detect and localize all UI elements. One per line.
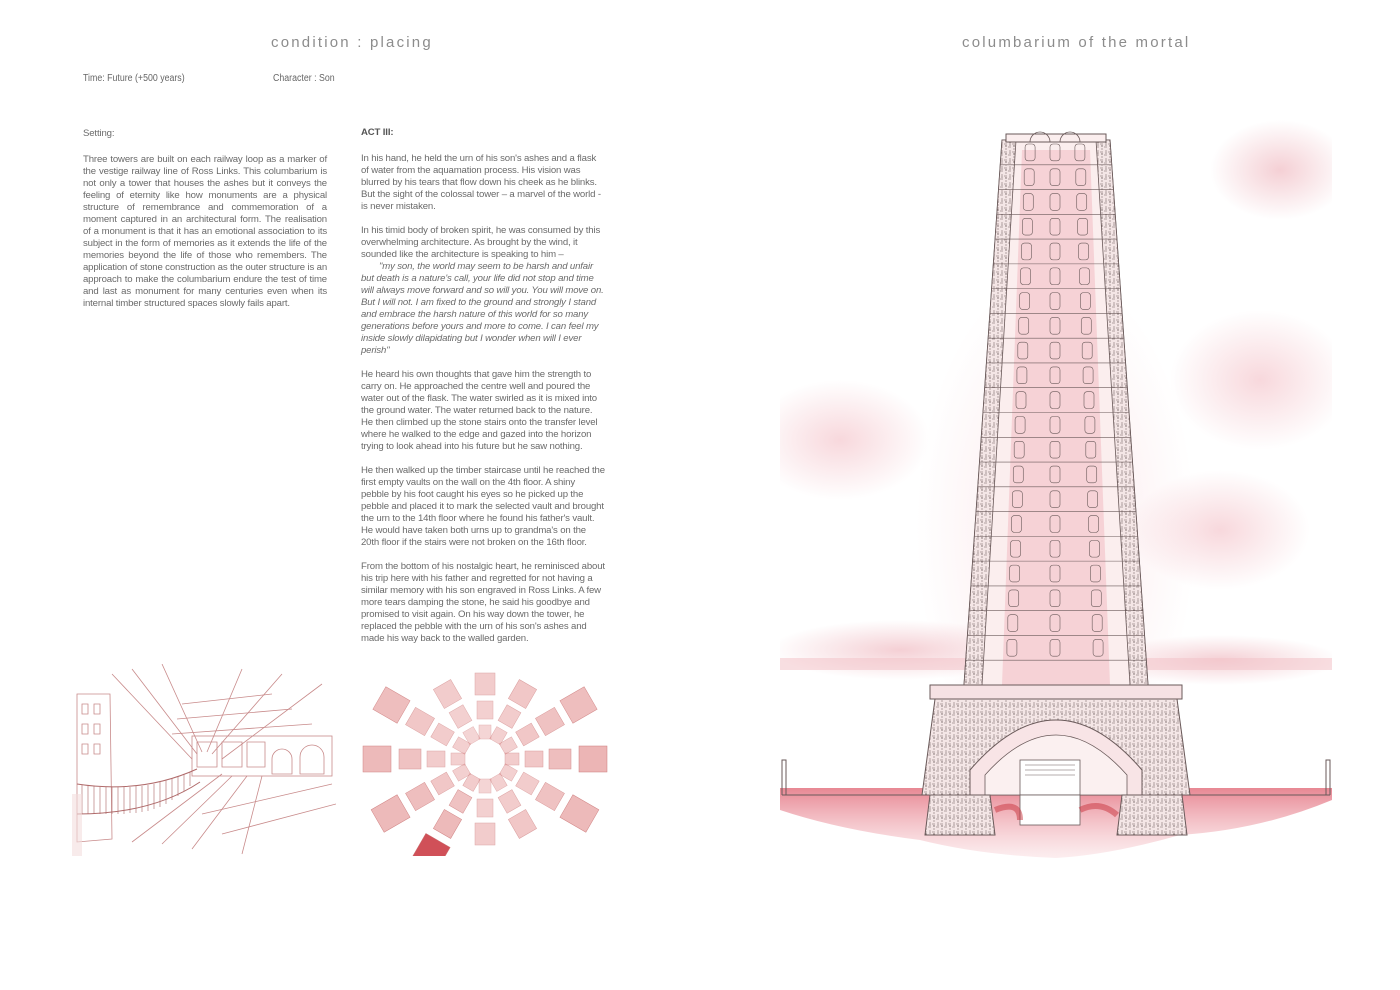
act-paragraph-4: He then walked up the timber staircase until he reached the first empty vaults on the wall on the 4th floor. A shiny pebble by his foot caught his eyes so he picked up the pebble and placed it to mark the selected vault and brought the urn to the 14th floor where he found his father's vault. He would have taken both urns up to grandma's on the 20th floor if the stairs were not broken on the 16th floor. bbox=[361, 465, 605, 548]
interior-sketch-image bbox=[72, 664, 336, 856]
act-paragraph-2: In his timid body of broken spirit, he was consumed by this overwhelming architecture. As brought by the wind, it sounded like the architecture is speaking to him – bbox=[361, 225, 601, 260]
act-paragraph-1: In his hand, he held the urn of his son's ashes and a flask of water from the aquamation process. His vision was blurred by his tears that flow down his cheek as he blinks. But the sight of the colossal tower – a marvel of the world - is never mistaken. bbox=[361, 153, 601, 212]
setting-heading: Setting: bbox=[83, 128, 115, 139]
setting-column bbox=[83, 128, 327, 322]
character-label: Character : Son bbox=[273, 73, 335, 84]
act-quote-text: "my son, the world may seem to be harsh and unfair but death is a nature's call, your life did not stop and time will always move forward and so will you. You will move on. But I will not. I am fixed to the ground and strongly I stand and embrace the harsh nature of this world for so many generations before yours and more to come. I can feel my inside slowly dilapidating but I wonder when will I ever perish" bbox=[361, 261, 604, 356]
act-paragraph-3: He heard his own thoughts that gave him the strength to carry on. He approached the centre well and poured the water out of the flask. The water swirled as it is mixed into the ground water. The water returned back to the nature. He then climbed up the stone stairs onto the transfer level where he walked to the edge and gazed into the horizon trying to look ahead into his future but he saw nothing. bbox=[361, 369, 598, 452]
act-column bbox=[361, 127, 605, 657]
columbarium-section-drawing bbox=[780, 110, 1332, 860]
right-page-title: columbarium of the mortal bbox=[962, 34, 1191, 51]
time-label: Time: Future (+500 years) bbox=[83, 73, 185, 84]
setting-text: Three towers are built on each railway loop as a marker of the vestige railway line of Ross Links. This columbarium is not only a tower that houses the ashes but it conveys the feeling of eternity like how monuments are a physical structure of remembrance and commemoration of a moment captured in an architectural form. The realisation of a monument is that it has an emotional association to its subject in the form of memories as it extends the life of the memories beyond the life of those who remembers. The application of stone construction as the outer structure is an approach to make the columbarium endure the test of time and last as monument for many centuries even when its internal timber structured spaces slowly fails apart. bbox=[83, 154, 328, 309]
act-heading: ACT III: bbox=[361, 127, 394, 138]
act-quote bbox=[361, 261, 605, 357]
act-paragraph-5: From the bottom of his nostalgic heart, he reminisced about his trip here with his father and regretted for not having a similar memory with his son engraved in Ross Links. A few more tears damping the stone, he said his goodbye and promised to visit again. On his way down the tower, he replaced the pebble with the urn of his son's ashes and made his way back to the walled garden. bbox=[361, 561, 605, 644]
radial-vault-image bbox=[350, 664, 618, 856]
left-page-title: condition : placing bbox=[271, 34, 433, 51]
